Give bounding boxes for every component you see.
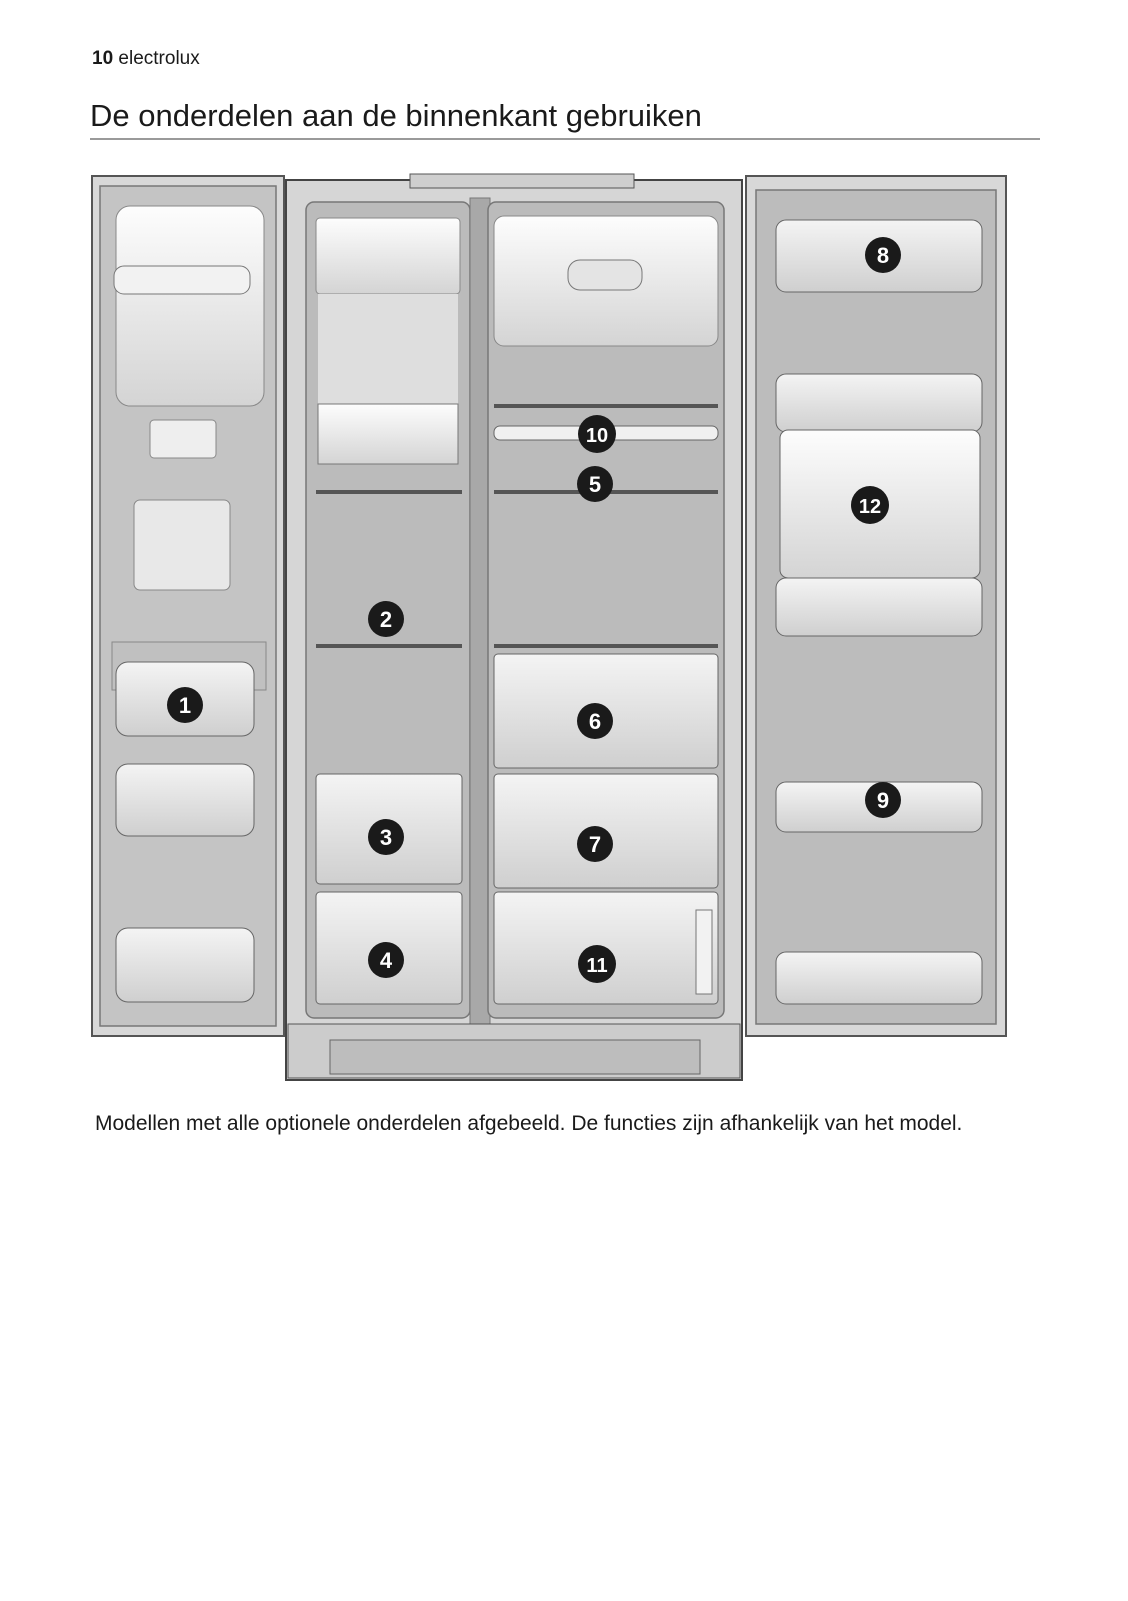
callout-5 (577, 466, 613, 502)
callout-1 (167, 687, 203, 723)
callout-7-label: 7 (588, 832, 602, 857)
callout-10-label: 10 (585, 425, 609, 447)
callout-7 (577, 826, 613, 862)
callout-6 (577, 703, 613, 739)
callout-8 (865, 237, 901, 273)
page-number: 10 (92, 48, 114, 69)
callout-11-label: 11 (586, 955, 608, 977)
callout-3 (368, 819, 404, 855)
callout-8-label: 8 (876, 243, 890, 268)
page-header (92, 48, 200, 70)
right-door (746, 176, 1006, 1036)
section-title: De onderdelen aan de binnenkant gebruiken (90, 98, 1040, 140)
callout-4 (368, 942, 404, 978)
callout-5-label: 5 (588, 472, 602, 497)
fridge-illustration (90, 172, 1040, 1110)
cabinet (286, 174, 742, 1080)
callout-4-label: 4 (379, 948, 393, 973)
callout-12-label: 12 (858, 496, 882, 518)
callout-6-label: 6 (588, 709, 602, 734)
callout-2 (368, 601, 404, 637)
brand-name: electrolux (118, 48, 200, 69)
callout-10 (578, 415, 616, 453)
callout-1-label: 1 (178, 693, 192, 718)
figure-caption: Modellen met alle optionele onderdelen afgebeeld. De functies zijn afhankelijk van het model. (95, 1112, 963, 1135)
callout-3-label: 3 (379, 825, 393, 850)
left-door (92, 176, 284, 1036)
callout-2-label: 2 (379, 607, 393, 632)
callout-9-label: 9 (876, 788, 890, 813)
callout-11 (578, 945, 616, 983)
callout-12 (851, 486, 889, 524)
callout-9 (865, 782, 901, 818)
